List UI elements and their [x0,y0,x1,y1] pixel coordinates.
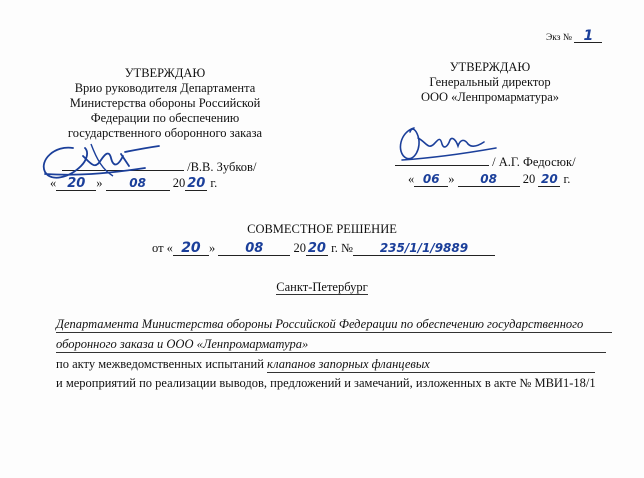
body-line3: по акту межведомственных испытаний клапанов запорных фланцевых [56,357,595,373]
right-signature-scribble [392,118,512,168]
left-approval-line4: государственного оборонного заказа [67,126,263,140]
decision-number: 235/1/1/9889 [379,241,469,255]
copy-number-value: 1 [583,28,594,44]
left-signature-scribble [25,130,175,190]
right-approval-heading: УТВЕРЖДАЮ [449,60,531,74]
left-signer-name: /В.В. Зубков/ [187,160,257,174]
left-approval-line2: Министерства обороны Российской [69,96,261,110]
body-line2: оборонного заказа и ООО «Ленпромарматура» [56,337,606,353]
copy-label: Экз № [546,33,572,43]
body-line4: и мероприятий по реализации выводов, предложений и замечаний, изложенных в акте № МВИ1-18/1 [56,376,596,390]
city: Санкт-Петербург [276,280,368,294]
right-approval-line1: Генеральный директор [429,75,551,89]
body-line1: Департамента Министерства обороны Российской Федерации по обеспечению государственного [56,317,612,333]
decision-year: 20 [307,241,326,256]
left-approval-date: « 20 » 08 20 20 г. [50,176,218,191]
left-date-year: 20 [187,176,206,191]
right-approval-line2: ООО «Ленпромарматура» [420,90,560,104]
copy-number [546,30,602,43]
decision-title: СОВМЕСТНОЕ РЕШЕНИЕ [247,222,397,236]
left-approval-line1: Врио руководителя Департамента [74,81,256,95]
right-signer-name: / А.Г. Федосюк/ [492,155,576,169]
body-test-item: клапанов запорных фланцевых [267,357,595,373]
right-date-month: 08 [480,172,497,186]
decision-month: 08 [245,241,264,256]
left-approval-heading: УТВЕРЖДАЮ [124,66,206,80]
right-approval-date: « 06 » 08 20 20 г. [408,172,571,186]
left-date-day: 20 [67,176,86,191]
right-date-day: 06 [422,172,440,186]
decision-date-number: от « 20 » 08 20 20 г. № 235/1/1/9889 [152,241,495,256]
left-date-month: 08 [129,176,146,190]
right-date-year: 20 [541,172,558,186]
decision-day: 20 [181,240,201,256]
left-approval-line3: Федерации по обеспечению [90,111,240,125]
